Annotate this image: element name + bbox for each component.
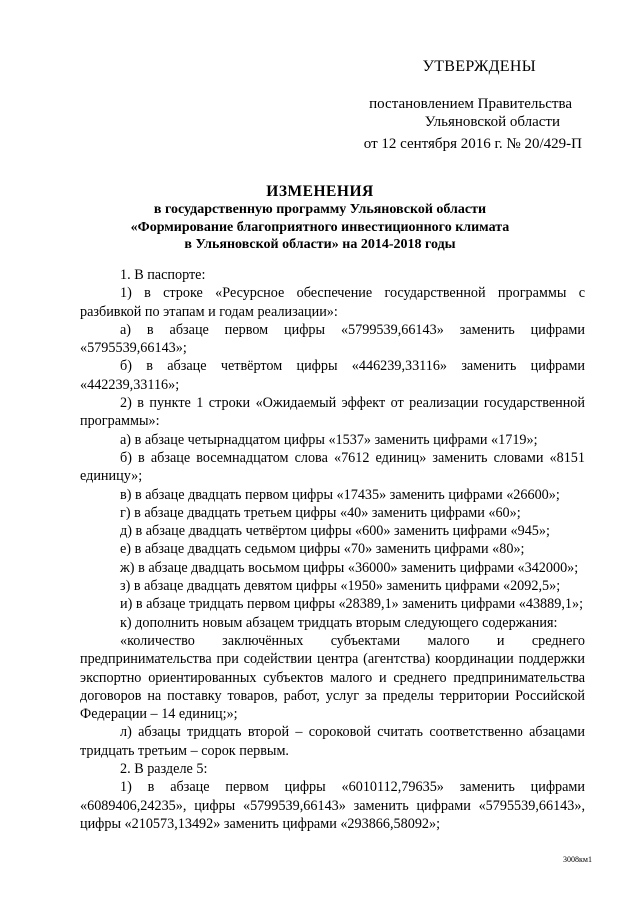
heading-line-2: «Формирование благоприятного инвестиционного климата [130,219,510,235]
document-heading [0,182,640,254]
heading-title: ИЗМЕНЕНИЯ [266,183,374,200]
paragraph: и) в абзаце тридцать первом цифры «28389,1» заменить цифрами «43889,1»; [120,596,584,613]
paragraph: б) в абзаце четвёртом цифры «446239,33116» заменить цифрами «442239,33116»; [80,358,585,393]
paragraph: е) в абзаце двадцать седьмом цифры «70» заменить цифрами «80»; [120,541,525,558]
paragraph: к) дополнить новым абзацем тридцать вторым следующего содержания: [120,614,558,631]
footer-code: 3008км1 [563,855,592,864]
paragraph: ж) в абзаце двадцать восьмом цифры «36000» заменить цифрами «342000»; [120,559,579,576]
heading-line-1: в государственную программу Ульяновской области [153,202,487,217]
heading-line-3: в Ульяновской области» на 2014-2018 годы [184,237,456,252]
approval-line-3: от 12 сентября 2016 г. № 20/429-П [363,136,582,152]
paragraph: 1) в строке «Ресурсное обеспечение государственной программы с разбивкой по этапам и годам реализации»: [80,285,585,320]
paragraph: л) абзацы тридцать второй – сороковой считать соответственно абзацами тридцать третьим – сорок первым. [80,724,585,759]
document-body [80,266,585,833]
approval-line-2: Ульяновской области [424,114,560,130]
paragraph: з) в абзаце двадцать девятом цифры «1950» заменить цифрами «2092,5»; [120,578,561,595]
paragraph: 1) в абзаце первом цифры «6010112,79635» заменить цифрами «6089406,24235», цифры «5799539,66143» заменить цифрами «5795539,66143», цифры «210573,13492» заменить цифрами «293866,58092»; [80,779,585,832]
paragraph: «количество заключённых субъектами малого и среднего предпринимательства при содействии центра (агентства) координации поддержки экспортно ориентированных субъектов малого и среднего предпринимательства договоров на поставку товаров, работ, услуг за пределы территории Российской Федерации – 14 единиц;»; [80,632,585,723]
approval-line-1: постановлением Правительства [369,96,572,112]
paragraph: в) в абзаце двадцать первом цифры «17435» заменить цифрами «26600»; [120,486,560,503]
paragraph: 1. В паспорте: [120,267,206,283]
paragraph: 2) в пункте 1 строки «Ожидаемый эффект от реализации государственной программы»: [80,395,585,430]
paragraph: а) в абзаце четырнадцатом цифры «1537» заменить цифрами «1719»; [120,431,538,448]
paragraph: г) в абзаце двадцать третьем цифры «40» заменить цифрами «60»; [120,504,521,521]
paragraph: д) в абзаце двадцать четвёртом цифры «600» заменить цифрами «945»; [120,523,550,540]
paragraph: 2. В разделе 5: [120,761,208,778]
approval-title: УТВЕРЖДЕНЫ [422,58,536,75]
paragraph: а) в абзаце первом цифры «5799539,66143» заменить цифрами «5795539,66143»; [80,321,585,357]
paragraph: б) в абзаце восемнадцатом слова «7612 единиц» заменить словами «8151 единицу»; [80,449,585,485]
